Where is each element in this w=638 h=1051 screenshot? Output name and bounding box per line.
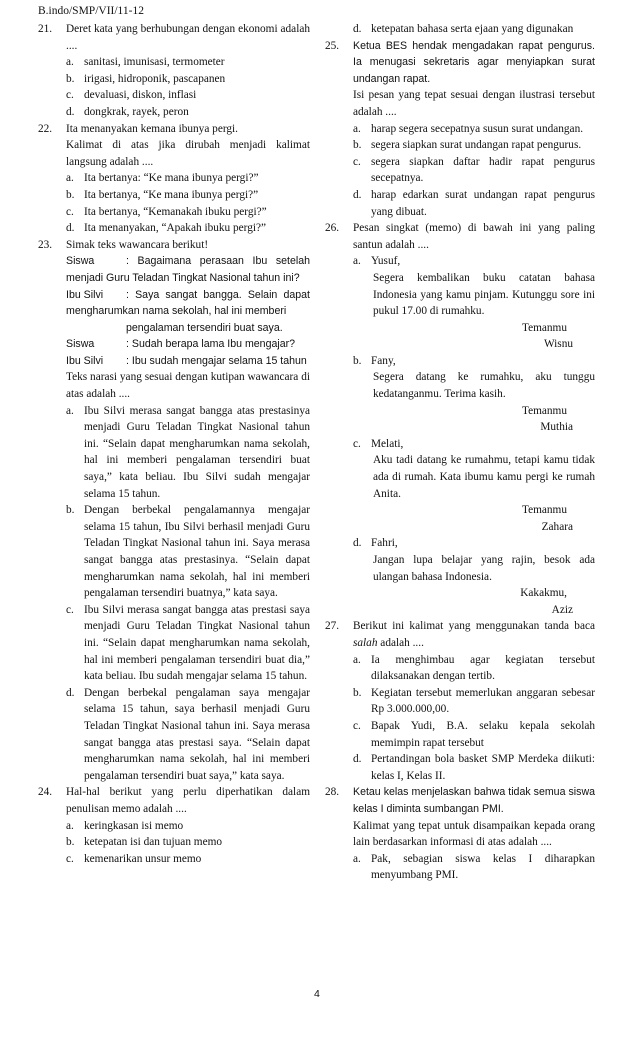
- option-a: a. Ibu Silvi merasa sangat bangga atas prestasinya menjadi Guru Teladan Tingkat Nasional tahun ini. “Selain dapat mengharumkan nama sekolah, hal ini memberi pengalaman tersendiri buat saya,” kata beliau. Ibu Silvi sudah mengajar selama 15 tahun.: [66, 404, 310, 500]
- option-b: b. segera siapkan surat undangan rapat pengurus.: [353, 139, 582, 152]
- option-a: a. keringkasan isi memo: [66, 819, 184, 832]
- option-a: a. Ita bertanya: “Ke mana ibunya pergi?”: [66, 172, 259, 185]
- option-c: c. Melati,: [353, 437, 404, 450]
- option-d: d. Ita menanyakan, “Apakah ibuku pergi?”: [66, 222, 267, 235]
- memo-body: Aku tadi datang ke rumahmu, tetapi kamu tidak ada di rumah. Kata ibumu kamu pergi ke rumah Anita.: [373, 454, 595, 500]
- option-b: b. Kegiatan tersebut memerlukan anggaran sebesar Rp 3.000.000,00.: [353, 686, 595, 716]
- option-a: a. sanitasi, imunisasi, termometer: [66, 56, 225, 69]
- memo-signature: Wisnu: [543, 338, 573, 351]
- question-stem: Pesan singkat (memo) di bawah ini yang paling santun adalah ....: [353, 222, 595, 251]
- memo-closing: Temanmu: [521, 504, 567, 517]
- memo-closing: Kakakmu,: [520, 587, 567, 600]
- option-c: c. kemenarikan unsur memo: [66, 852, 202, 865]
- question-number: 24.: [38, 786, 53, 799]
- question-number: 27.: [325, 620, 340, 633]
- memo-a: [353, 270, 595, 353]
- question-stem: Ita menanyakan kemana ibunya pergi.: [66, 122, 239, 135]
- question-26: [325, 220, 595, 618]
- option-d: d. Dengan berbekal pengalaman saya mengajar selama 15 tahun, saya berhasil menjadi Guru Teladan Tingkat Nasional tahun ini. Saya merasa sangat bangga atas prestasi saya. “Selain dapat mengharumkan nama sekolah, hal ini memberi pengalaman tersendiri buat saya,” kata saya.: [66, 686, 310, 782]
- option-a: a. Pak, sebagian siswa kelas I diharapkan menyumbang PMI.: [353, 852, 595, 882]
- option-a: a. Ia menghimbau agar kegiatan tersebut dilaksanakan dengan tertib.: [353, 653, 595, 683]
- option-a: a. harap segera secepatnya susun surat undangan.: [353, 122, 584, 135]
- memo-body: Segera kembalikan buku catatan bahasa Indonesia yang kamu pinjam. Kutunggu sore ini pukul 17.00 di rumahku.: [373, 271, 595, 318]
- page-header: B.indo/SMP/VII/11-12: [38, 5, 144, 17]
- option-b: b. ketepatan isi dan tujuan memo: [66, 836, 223, 849]
- dialogue-line: Ibu Silvi : Ibu sudah mengajar selama 15 tahun: [66, 354, 307, 367]
- option-b: b. irigasi, hidroponik, pascapanen: [66, 72, 226, 85]
- option-c: c. Ita bertanya, “Kemanakah ibuku pergi?”: [66, 205, 267, 218]
- option-b: b. Fany,: [353, 354, 396, 367]
- question-22: [38, 121, 310, 237]
- memo-d: [353, 552, 595, 618]
- question-stem-2: Kalimat di atas jika dirubah menjadi kalimat langsung adalah ....: [66, 139, 310, 168]
- dialogue-line: Siswa : Bagaimana perasaan Ibu setelah menjadi Guru Teladan Tingkat Nasional tahun ini?: [66, 255, 310, 284]
- memo-closing: Temanmu: [521, 404, 567, 417]
- question-27: [325, 618, 595, 784]
- question-23: [38, 237, 310, 785]
- question-number: 28.: [325, 786, 340, 799]
- question-28: [325, 784, 595, 884]
- question-stem-2: Isi pesan yang tepat sesuai dengan ilustrasi tersebut adalah ....: [353, 89, 595, 118]
- memo-body: Segera datang ke rumahku, aku tunggu kedatanganmu. Terima kasih.: [373, 371, 595, 401]
- page-number: 4: [314, 988, 320, 1000]
- memo-signature: Muthia: [540, 421, 573, 434]
- question-number: 25.: [325, 39, 340, 52]
- question-stem: Deret kata yang berhubungan dengan ekonomi adalah ....: [66, 23, 310, 52]
- option-c: c. Bapak Yudi, B.A. selaku kepala sekolah memimpin rapat tersebut: [353, 719, 595, 749]
- right-column: [325, 21, 595, 884]
- option-c: c. Ibu Silvi merasa sangat bangga atas prestasi saya menjadi Guru Teladan Tingkat Nasional tahun ini. “Selain dapat mengharumkan nama sekolah, hal ini memberi pengalaman tersendiri buat dia,” kata beliau. Ibu sudah mengajar selama 15 tahun.: [66, 603, 310, 683]
- option-d: d. Fahri,: [353, 537, 398, 550]
- question-number: 26.: [325, 222, 340, 235]
- option-b: b. Ita bertanya, “Ke mana ibunya pergi?”: [66, 188, 259, 201]
- memo-closing: Temanmu: [521, 321, 567, 334]
- option-d: d. dongkrak, rayek, peron: [66, 105, 189, 118]
- question-stem: Hal-hal berikut yang perlu diperhatikan dalam penulisan memo adalah ....: [66, 786, 310, 815]
- option-c: c. segera siapkan daftar hadir rapat pengurus secepatnya.: [353, 155, 595, 185]
- question-number: 21.: [38, 23, 53, 35]
- question-stem: Ketua BES hendak mengadakan rapat pengurus. Ia menugasi sekretaris agar menyiapkan surat undangan rapat.: [353, 39, 595, 85]
- memo-b: [353, 369, 595, 435]
- interview-dialogue: [66, 253, 310, 369]
- question-number: 23.: [38, 238, 53, 251]
- question-stem: Simak teks wawancara berikut!: [66, 238, 209, 251]
- left-column: [38, 21, 310, 867]
- memo-signature: Zahara: [541, 520, 573, 533]
- option-c: c. devaluasi, diskon, inflasi: [66, 89, 197, 102]
- option-d: d. harap edarkan surat undangan rapat pengurus yang dibuat.: [353, 188, 595, 218]
- option-a: a. Yusuf,: [353, 255, 401, 268]
- question-prompt: Teks narasi yang sesuai dengan kutipan wawancara di atas adalah ....: [66, 371, 310, 401]
- question-stem: Berikut ini kalimat yang menggunakan tanda baca salah adalah ....: [353, 620, 595, 649]
- memo-c: [353, 452, 595, 535]
- dialogue-line: Siswa : Sudah berapa lama Ibu mengajar?: [66, 338, 296, 351]
- question-24: [38, 784, 310, 867]
- question-stem-2: Kalimat yang tepat untuk disampaikan kepada orang lain berdasarkan informasi di atas adalah ....: [353, 819, 595, 849]
- option-d: d. ketepatan bahasa serta ejaan yang digunakan: [353, 23, 574, 35]
- memo-body: Jangan lupa belajar yang rajin, besok ada ulangan bahasa Indonesia.: [373, 554, 595, 583]
- question-21: [38, 21, 310, 121]
- question-24-continued: [325, 21, 595, 38]
- option-d: d. Pertandingan bola basket SMP Merdeka diikuti: kelas I, Kelas II.: [353, 753, 595, 782]
- dialogue-line: Ibu Silvi : Saya sangat bangga. Selain dapat mengharumkan nama sekolah, hal ini memberi: [66, 288, 310, 318]
- question-25: [325, 38, 595, 221]
- question-stem: Ketau kelas menjelaskan bahwa tidak semua siswa kelas I diminta sumbangan PMI.: [353, 786, 595, 815]
- memo-signature: Aziz: [551, 603, 573, 616]
- option-b: b. Dengan berbekal pengalamannya mengajar selama 15 tahun, Ibu Silvi berhasil menjadi Guru Teladan Tingkat Nasional tahun ini. Saya merasa sangat bangga atas prestasinya. “Selain dapat mengharumkan nama sekolah, hal ini memberi pengalaman tersendiri buatnya,” kata saya.: [66, 504, 310, 600]
- question-number: 22.: [38, 122, 53, 135]
- dialogue-line-cont: pengalaman tersendiri buat saya.: [126, 321, 283, 334]
